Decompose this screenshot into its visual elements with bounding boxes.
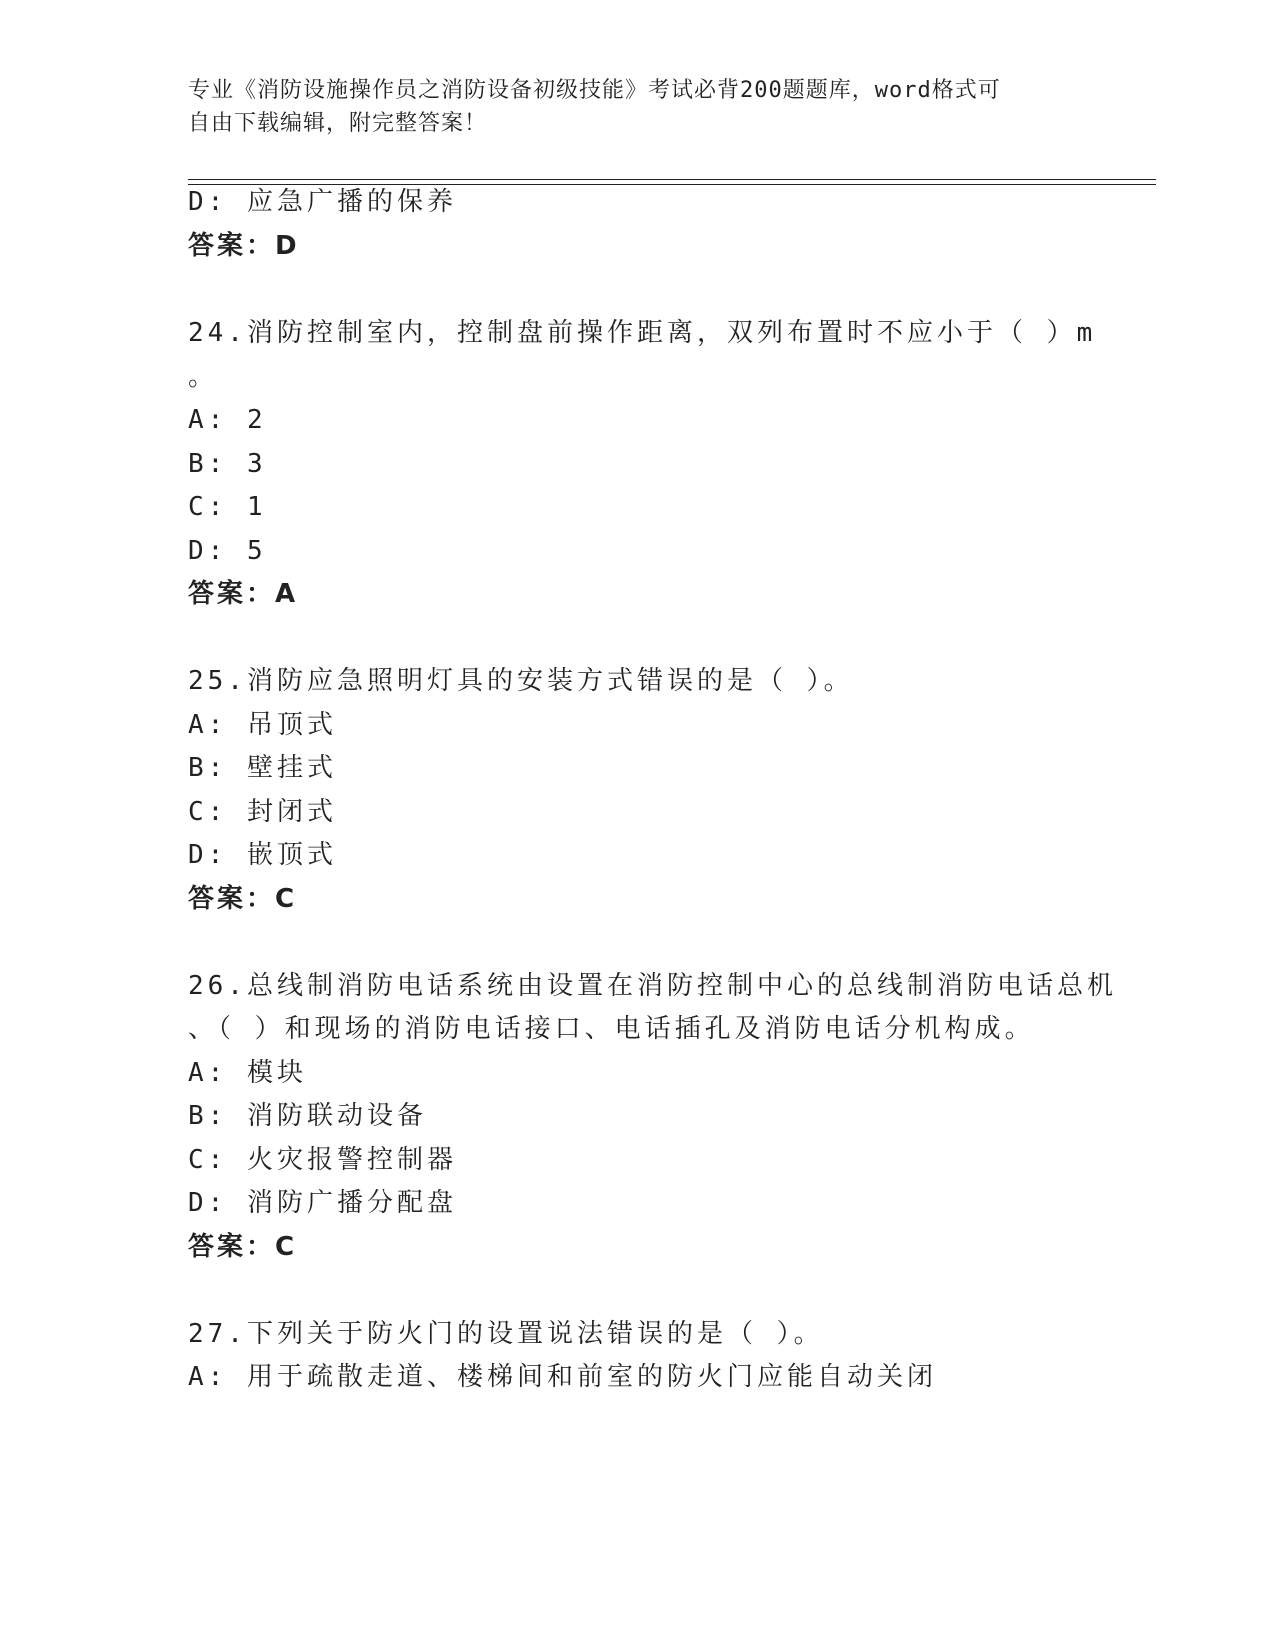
q27-option-a: A: 用于疏散走道、楼梯间和前室的防火门应能自动关闭: [188, 1362, 937, 1392]
q26-option-b: B: 消防联动设备: [188, 1101, 427, 1131]
header-line-2: 自由下载编辑，附完整答案！: [188, 111, 488, 136]
q26-stem-line-2: 、（ ）和现场的消防电话接口、电话插孔及消防电话分机构成。: [188, 1014, 1035, 1044]
q24-option-d: D: 5: [188, 536, 267, 566]
q25-option-b: B: 壁挂式: [188, 753, 337, 783]
q26-option-a: A: 模块: [188, 1058, 307, 1088]
q24-option-b: B: 3: [188, 449, 267, 479]
header-divider: [188, 179, 1156, 185]
q26-answer: 答案：C: [188, 1232, 298, 1262]
q24-stem-line-1: 24.消防控制室内，控制盘前操作距离，双列布置时不应小于（ ）m: [188, 318, 1097, 348]
q24-answer: 答案：A: [188, 579, 299, 609]
q24-option-a: A: 2: [188, 405, 267, 435]
q24-stem-line-2: 。: [188, 362, 219, 392]
q25-answer: 答案：C: [188, 884, 298, 914]
q25-option-c: C: 封闭式: [188, 797, 337, 827]
prev-option-d: D: 应急广播的保养: [188, 187, 457, 217]
q25-stem: 25.消防应急照明灯具的安装方式错误的是（ ）。: [188, 666, 854, 696]
q26-option-c: C: 火灾报警控制器: [188, 1145, 457, 1175]
prev-answer: 答案：D: [188, 231, 300, 261]
document-header: [188, 74, 1068, 140]
q26-stem-line-1: 26.总线制消防电话系统由设置在消防控制中心的总线制消防电话总机: [188, 971, 1117, 1001]
q24-option-c: C: 1: [188, 492, 267, 522]
q27-stem: 27.下列关于防火门的设置说法错误的是（ ）。: [188, 1319, 824, 1349]
q26-option-d: D: 消防广播分配盘: [188, 1188, 457, 1218]
q25-option-d: D: 嵌顶式: [188, 840, 337, 870]
q25-option-a: A: 吊顶式: [188, 710, 337, 740]
header-line-1: 专业《消防设施操作员之消防设备初级技能》考试必背200题题库，word格式可: [188, 78, 1001, 103]
